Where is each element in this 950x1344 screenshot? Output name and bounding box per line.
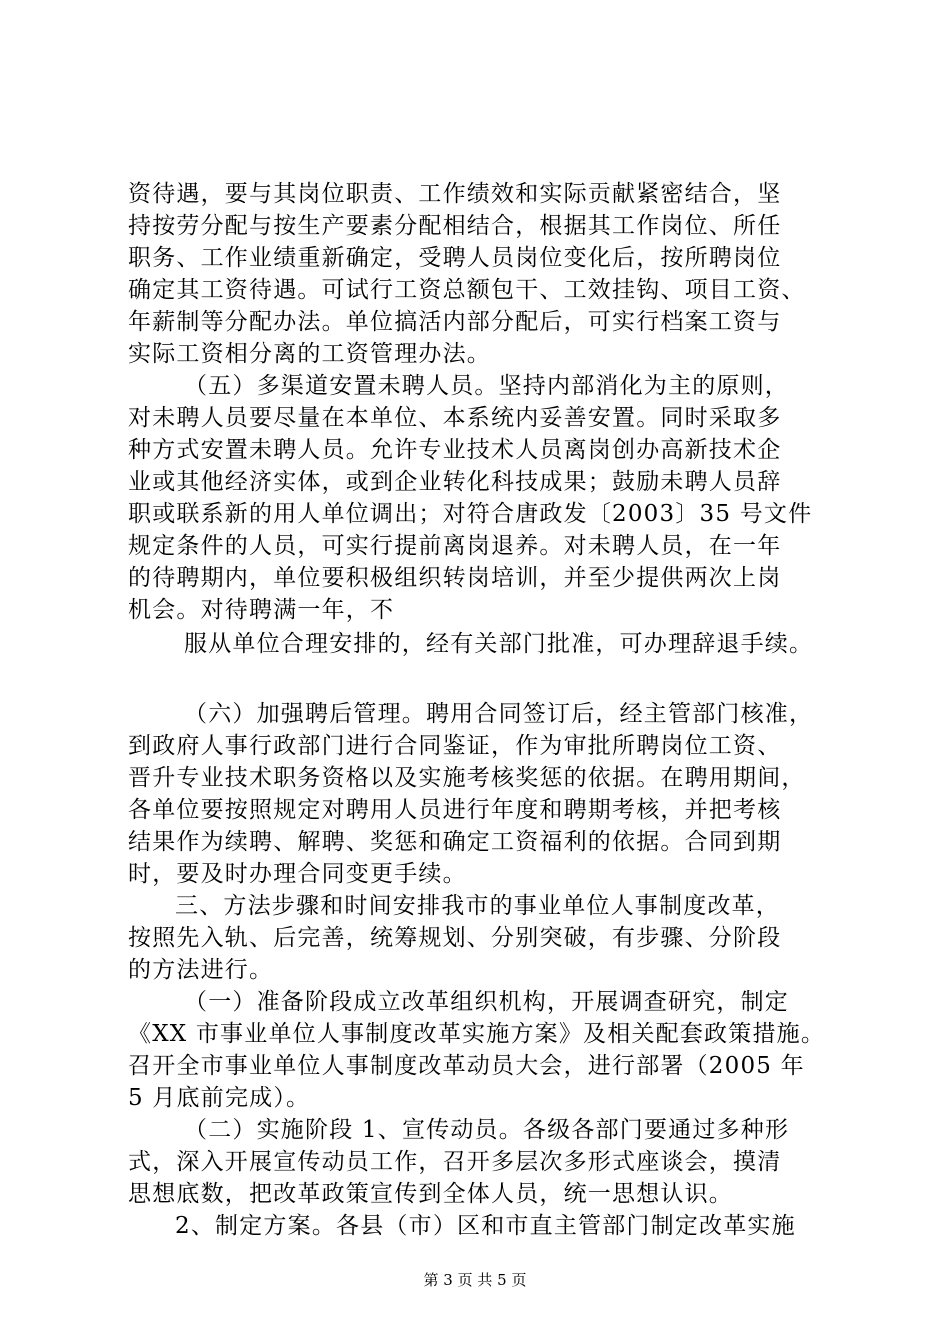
text-line: 思想底数，把改革政策宣传到全体人员，统一思想认识。	[128, 1181, 733, 1207]
text-line: 召开全市事业单位人事制度改革动员大会，进行部署（2005 年	[128, 1053, 805, 1079]
text-line: 持按劳分配与按生产要素分配相结合，根据其工作岗位、所任	[128, 213, 782, 239]
text-line: 资待遇，要与其岗位职责、工作绩效和实际贡献紧密结合，坚	[128, 181, 782, 207]
text-line: 结果作为续聘、解聘、奖惩和确定工资福利的依据。合同到期	[128, 829, 782, 855]
page-number-footer: 第 3 页 共 5 页	[423, 1271, 527, 1289]
text-line: 职或联系新的用人单位调出；对符合唐政发〔2003〕35 号文件	[128, 501, 813, 527]
text-line: 规定条件的人员，可实行提前离岗退养。对未聘人员，在一年	[128, 533, 782, 559]
text-line: 各单位要按照规定对聘用人员进行年度和聘期考核，并把考核	[128, 797, 782, 823]
text-line: 2、制定方案。各县（市）区和市直主管部门制定改革实施	[175, 1213, 796, 1239]
text-line: 职务、工作业绩重新确定，受聘人员岗位变化后，按所聘岗位	[128, 245, 782, 271]
text-line: 式，深入开展宣传动员工作，召开多层次多形式座谈会，摸清	[128, 1149, 782, 1175]
text-line: 的待聘期内，单位要积极组织转岗培训，并至少提供两次上岗	[128, 565, 782, 591]
text-line: 确定其工资待遇。可试行工资总额包干、工效挂钩、项目工资、	[128, 277, 806, 303]
text-line: 机会。对待聘满一年，不	[128, 597, 395, 623]
text-line: 服从单位合理安排的，经有关部门批准，可办理辞退手续。	[184, 631, 814, 657]
text-line: 种方式安置未聘人员。允许专业技术人员离岗创办高新技术企	[128, 437, 782, 463]
text-line: 年薪制等分配办法。单位搞活内部分配后，可实行档案工资与	[128, 309, 782, 335]
text-line: 晋升专业技术职务资格以及实施考核奖惩的依据。在聘用期间，	[128, 765, 806, 791]
text-line: 的方法进行。	[128, 957, 274, 983]
text-line: 5 月底前完成）。	[128, 1085, 311, 1111]
text-line: （五）多渠道安置未聘人员。坚持内部消化为主的原则，	[184, 373, 789, 399]
text-line: 三、方法步骤和时间安排我市的事业单位人事制度改革，	[175, 893, 780, 919]
text-line: 对未聘人员要尽量在本单位、本系统内妥善安置。同时采取多	[128, 405, 782, 431]
text-line: 时，要及时办理合同变更手续。	[128, 861, 467, 887]
text-line: （六）加强聘后管理。聘用合同签订后，经主管部门核准，	[184, 701, 814, 727]
text-line: （二）实施阶段 1、宣传动员。各级各部门要通过多种形	[184, 1117, 790, 1143]
text-line: 业或其他经济实体，或到企业转化科技成果；鼓励未聘人员辞	[128, 469, 782, 495]
text-line: 实际工资相分离的工资管理办法。	[128, 341, 491, 367]
text-line: 《XX 市事业单位人事制度改革实施方案》及相关配套政策措施。	[128, 1021, 826, 1047]
text-line: 到政府人事行政部门进行合同鉴证，作为审批所聘岗位工资、	[128, 733, 782, 759]
text-line: 按照先入轨、后完善，统筹规划、分别突破，有步骤、分阶段	[128, 925, 782, 951]
text-line: （一）准备阶段成立改革组织机构，开展调查研究，制定	[184, 989, 789, 1015]
